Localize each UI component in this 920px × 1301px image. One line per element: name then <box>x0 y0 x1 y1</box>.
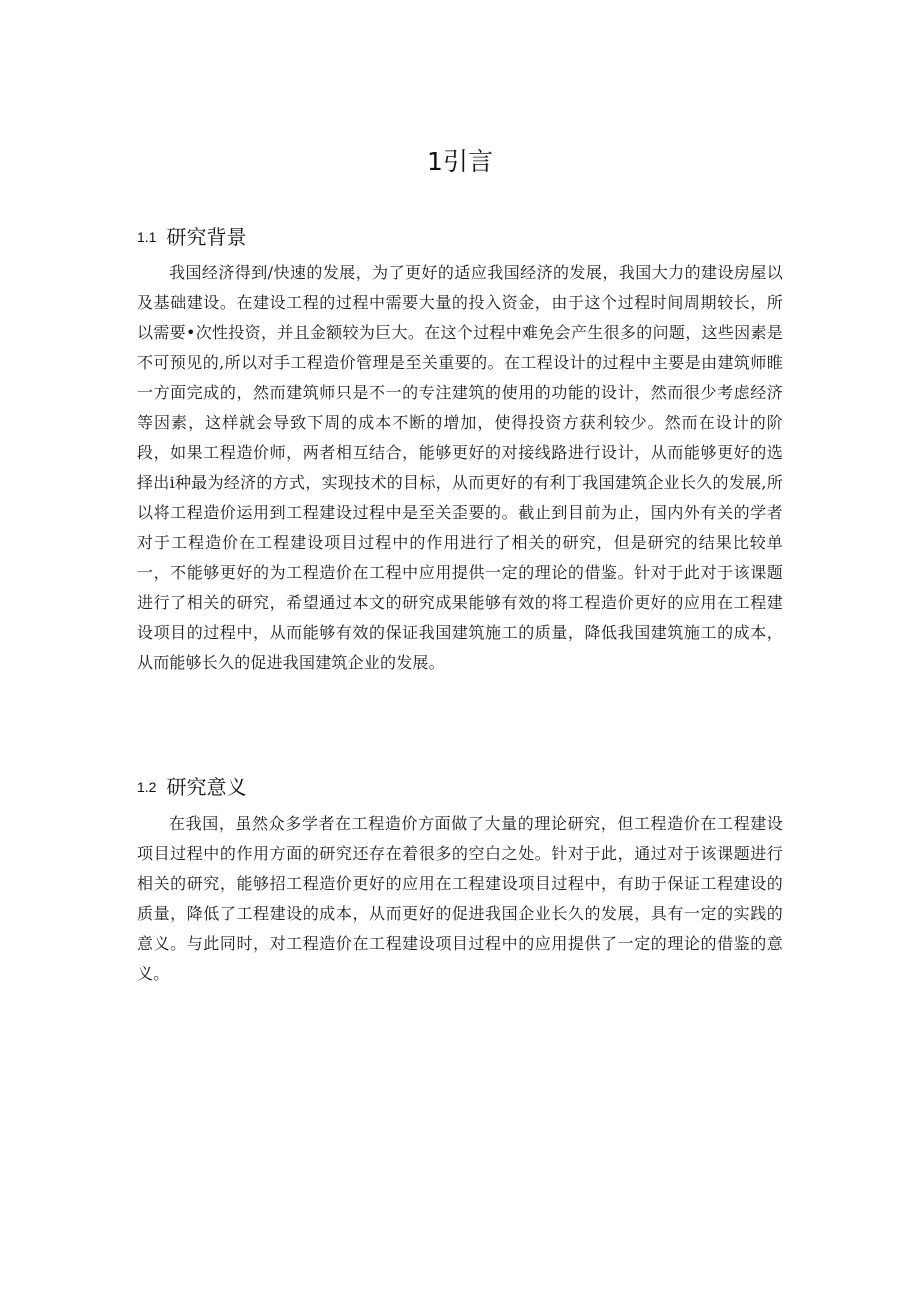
section-heading-1-1 <box>137 222 246 254</box>
chapter-title: 1引言 <box>427 147 493 176</box>
section-number: 1.2 <box>137 779 157 795</box>
section-heading-1-2 <box>137 772 246 804</box>
section-body-1-1: 我国经济得到/快速的发展，为了更好的适应我国经济的发展，我国大力的建设房屋以及基础建设。在建设工程的过程中需要大量的投入资金，由于这个过程时间周期较长，所以需要•次性投资，并且金额较为巨大。在这个过程中难免会产生很多的问题，这些因素是不可预见的,所以对手工程造价管理是至关重要的。在工程设计的过程中主要是由建筑师睢一方面完成的，然而建筑师只是不一的专注建筑的使用的功能的设计，然而很少考虑经济等因素，这样就会导致下周的成本不断的增加，使得投资方获利较少。然而在设计的阶段，如果工程造价师，两者相互结合，能够更好的对接线路进行设计，从而能够更好的选择出i种最为经济的方式，实现技术的目标，从而更好的有利丁我国建筑企业长久的发展,所以将工程造价运用到工程建设过程中是至关歪要的。截止到目前为止，国内外有关的学者对于工程造价在工程建设项目过程中的作用进行了相关的研究，但是研究的结果比较单一，不能够更好的为工程造价在工程中应用提供一定的理论的借鉴。针对于此对于该课题进行了相关的研究，希望通过本文的研究成果能够有效的将工程造价更好的应用在工程建设项目的过程中，从而能够有效的保证我国建筑施工的质量，降低我国建筑施工的成本，从而能够长久的促进我国建筑企业的发展。 <box>137 263 783 672</box>
section-number: 1.1 <box>137 229 157 245</box>
section-title: 研究意义 <box>166 775 247 799</box>
section-body-1-2: 在我国，虽然众多学者在工程造价方面做了大量的理论研究，但工程造价在工程建设项目过程中的作用方面的研究还存在着很多的空白之处。针对于此，通过对于该课题进行相关的研究，能够招工程造价更好的应用在工程建设项目过程中，有助于保证工程建设的质量，降低了工程建设的成本，从而更好的促进我国企业长久的发展，具有一定的实践的意义。与此同时，对工程造价在工程建设项目过程中的应用提供了一定的理论的借鉴的意义。 <box>137 814 783 983</box>
section-title: 研究背景 <box>166 225 247 249</box>
